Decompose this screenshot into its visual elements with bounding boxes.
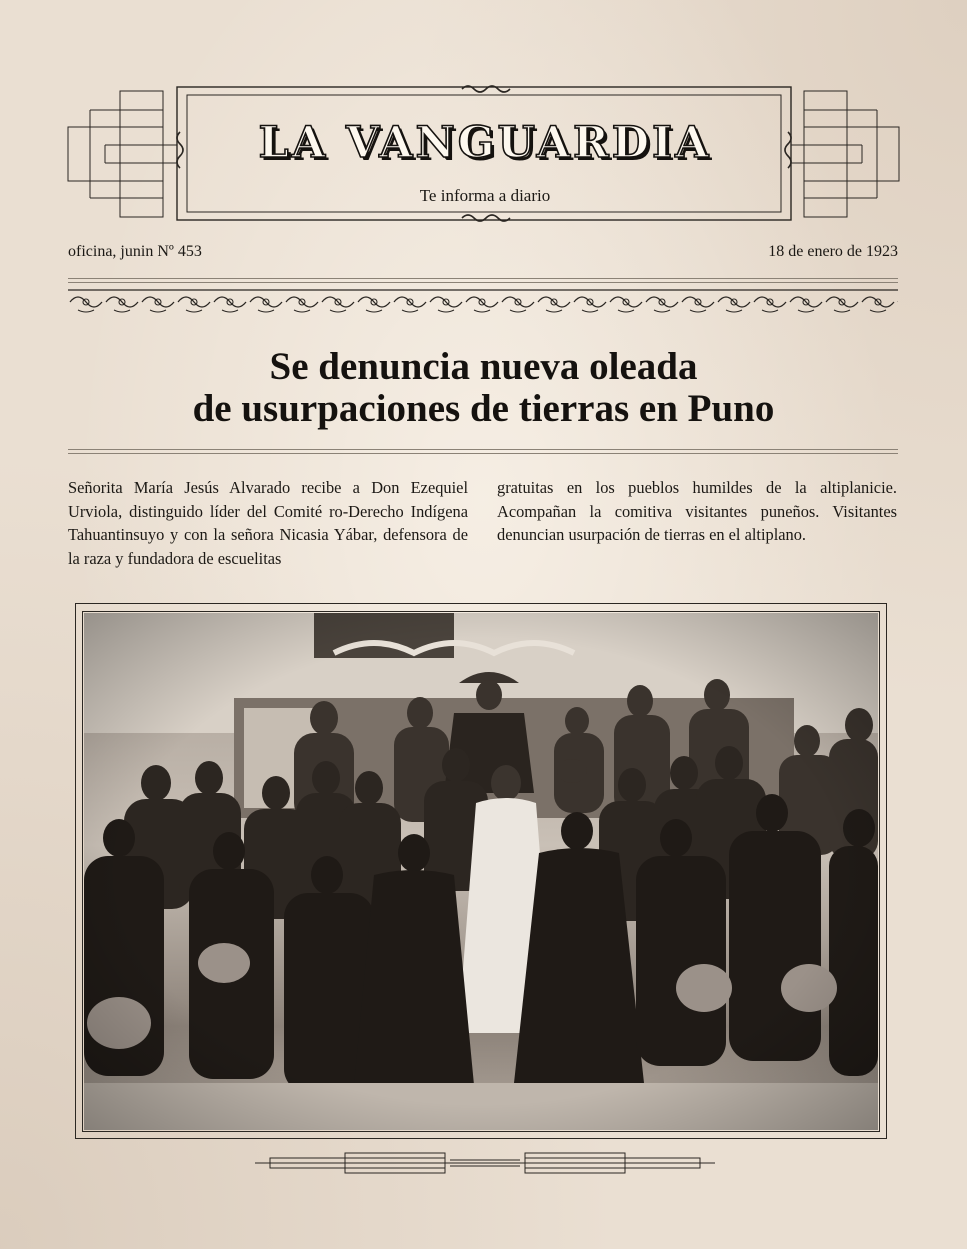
office-address: oficina, junin Nº 453 xyxy=(68,243,202,260)
scroll-border-ornament xyxy=(68,288,898,316)
headline xyxy=(60,346,907,430)
headline-line-2: de usurpaciones de tierras en Puno xyxy=(192,387,775,430)
left-bracket-ornament xyxy=(68,91,177,217)
right-bracket-ornament xyxy=(791,91,899,217)
divider-rule xyxy=(68,449,898,450)
article-column-right: gratuitas en los pueblos humildes de la altiplanicie. Acompañan la comitiva visitantes puneños. Visitantes denuncian usurpación de tierras en el altiplano. xyxy=(497,478,897,545)
issue-date: 18 de enero de 1923 xyxy=(768,243,898,260)
headline-line-1: Se denuncia nueva oleada xyxy=(269,345,698,388)
divider-rule xyxy=(68,453,898,454)
masthead-tagline: Te informa a diario xyxy=(419,186,551,205)
article-column-left: Señorita María Jesús Alvarado recibe a Don Ezequiel Urviola, distinguido líder del Comité ro-Derecho Indígena Tahuantinsuyo y con la señora Nicasia Yábar, defensora de la raza y fundadora de escuelitas xyxy=(68,478,468,568)
divider-rule xyxy=(68,278,898,279)
masthead-title: LA VANGUARDIA xyxy=(258,118,712,168)
group-photo xyxy=(84,613,878,1130)
footer-ornament xyxy=(250,1148,720,1178)
divider-rule xyxy=(68,282,898,283)
